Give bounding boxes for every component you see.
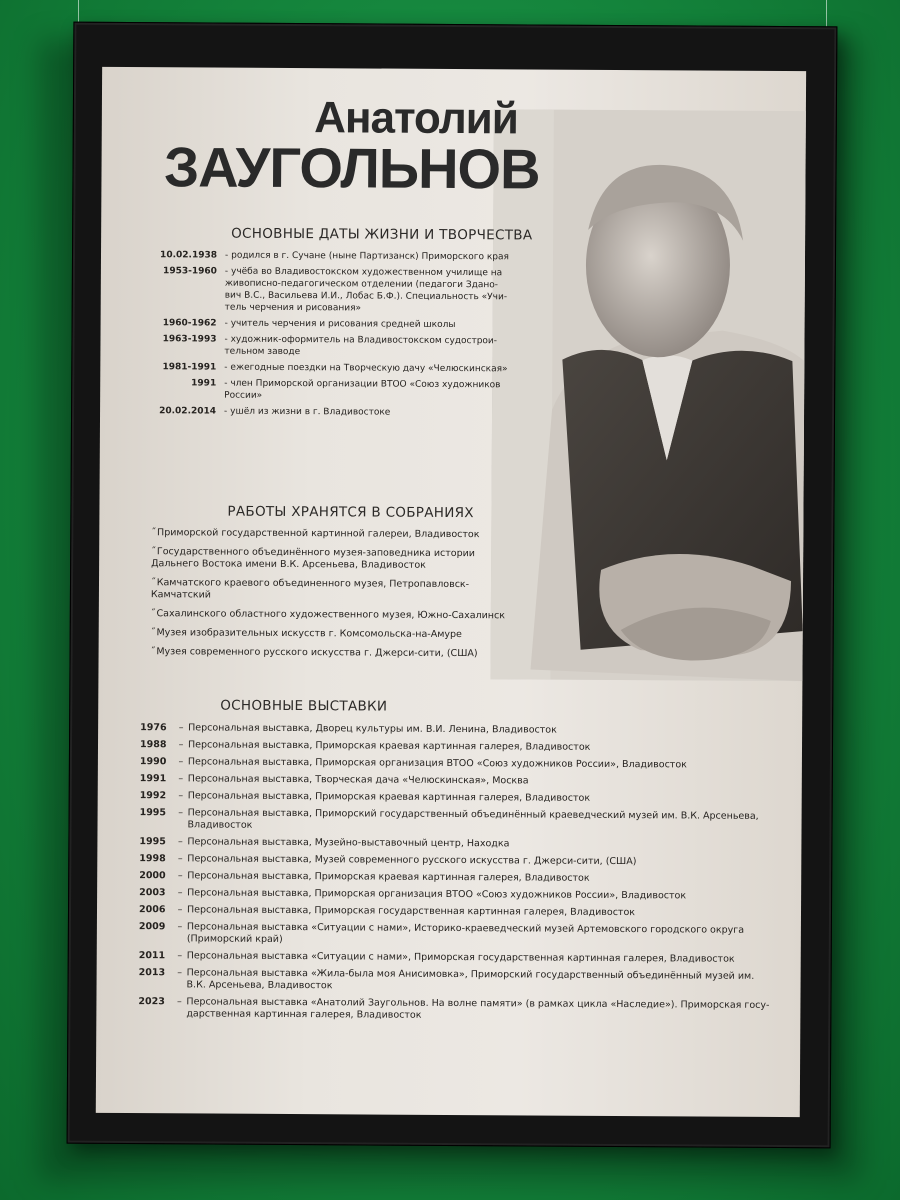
exhibition-dash: – <box>177 996 182 1008</box>
exhibition-dash: – <box>177 967 183 979</box>
date-row <box>140 361 512 375</box>
exhibition-year: 2000 <box>139 870 166 882</box>
exhibition-text: Персональная выставка, Дворец культуры им. В.И. Ленина, Владивосток <box>188 722 557 736</box>
exhibition-row <box>139 853 775 869</box>
collection-item: ˝ Камчатского краевого объединенного музея, Петропавловск-Камчатский <box>151 577 511 603</box>
exhibition-year: 2003 <box>139 887 166 899</box>
exhibition-text: Персональная выставка, Музейно-выставочный центр, Находка <box>187 836 510 850</box>
date-text: - художник-оформитель на Владивостокском судострои- тельном заводе <box>224 334 498 358</box>
date-value: 1953-1960 <box>163 266 217 277</box>
date-row <box>140 333 512 359</box>
exhibition-text: Персональная выставка «Жила-была моя Анисимовка», Приморский государственный объединённый музей им. В.К. Арсеньева, Владивосток <box>186 967 755 992</box>
collection-item: ˝ Музея современного русского искусства г. Джерси-сити, (США) <box>151 646 511 660</box>
exhibition-dash: – <box>177 853 183 865</box>
exhibitions-heading: ОСНОВНЫЕ ВЫСТАВКИ <box>220 697 388 715</box>
collection-item: ˝ Музея изобразительных искусств г. Комсомольска-на-Амуре <box>151 627 511 641</box>
dates-heading: ОСНОВНЫЕ ДАТЫ ЖИЗНИ И ТВОРЧЕСТВА <box>231 225 533 244</box>
exhibition-year: 1988 <box>139 739 167 751</box>
date-text: - учитель черчения и рисования средней школы <box>224 318 456 331</box>
exhibition-year: 1995 <box>139 836 166 848</box>
exhibition-year: 1992 <box>139 790 167 802</box>
exhibition-year: 1991 <box>139 773 167 785</box>
exhibition-row <box>139 870 775 886</box>
date-value: 1960-1962 <box>162 318 217 329</box>
exhibition-dash: – <box>178 756 184 768</box>
date-text: - родился в г. Сучане (ныне Партизанск) Приморского края <box>224 250 509 263</box>
exhibition-dash: – <box>177 921 183 933</box>
dates-list <box>140 249 513 423</box>
exhibition-row <box>139 887 775 903</box>
exhibition-text: Персональная выставка, Творческая дача «Челюскинская», Москва <box>187 773 529 787</box>
date-row <box>140 377 512 403</box>
exhibition-row <box>139 836 775 852</box>
exhibition-dash: – <box>178 790 184 802</box>
exhibition-dash: – <box>178 739 184 751</box>
poster <box>96 67 806 1117</box>
collections-list <box>151 527 512 667</box>
exhibition-year: 1995 <box>139 807 167 819</box>
exhibition-year: 2023 <box>138 996 165 1008</box>
exhibition-year: 1990 <box>139 756 167 768</box>
exhibition-text: Персональная выставка, Музей современного русского искусства г. Джерси-сити, (США) <box>187 853 637 868</box>
exhibition-row <box>140 739 776 755</box>
exhibition-text: Персональная выставка, Приморская организация ВТОО «Союз художников России», Владивосток <box>187 887 687 902</box>
date-row <box>141 317 513 331</box>
exhibition-text: Персональная выставка, Приморская краевая картинная галерея, Владивосток <box>187 790 591 804</box>
exhibition-year: 2013 <box>138 967 166 979</box>
exhibition-row <box>139 921 775 949</box>
exhibition-row <box>138 996 774 1024</box>
collections-heading: РАБОТЫ ХРАНЯТСЯ В СОБРАНИЯХ <box>227 503 474 522</box>
exhibition-text: Персональная выставка «Ситуации с нами», Историко-краеведческий музей Артемовского городского округа (Приморский край) <box>186 921 745 945</box>
exhibition-text: Персональная выставка, Приморская государственная картинная галерея, Владивосток <box>186 904 636 919</box>
date-text: - учёба во Владивостокском художественном училище на живописно-педагогическом отделении (педагоги Здано- вич В.С., Васильева И.И., Лобас Б.Ф.). Специальность «Учи- тель черчения и рисования» <box>224 266 508 314</box>
exhibition-text: Персональная выставка «Ситуации с нами», Приморская государственная картинная галерея, Владивосток <box>186 950 735 965</box>
date-value: 20.02.2014 <box>159 406 217 417</box>
collection-item: ˝ Государственного объединённого музея-заповедника истории Дальнего Востока имени В.К. Арсеньева, Владивосток <box>151 546 511 572</box>
artist-first-name: Анатолий <box>314 93 518 144</box>
exhibition-row <box>140 722 776 738</box>
date-row <box>140 405 512 419</box>
exhibition-dash: – <box>177 870 183 882</box>
exhibition-text: Персональная выставка, Приморская краевая картинная галерея, Владивосток <box>187 870 590 884</box>
date-value: 10.02.1938 <box>160 250 218 261</box>
exhibition-dash: – <box>178 722 184 734</box>
exhibition-year: 1998 <box>139 853 166 865</box>
date-text: - ежегодные поездки на Творческую дачу «Челюскинская» <box>224 362 508 375</box>
exhibition-row <box>139 904 775 920</box>
exhibition-row <box>139 967 775 995</box>
exhibition-row <box>140 790 776 806</box>
exhibition-year: 2011 <box>138 950 166 962</box>
exhibition-year: 2006 <box>138 904 166 916</box>
date-value: 1963-1993 <box>162 334 217 345</box>
exhibitions-list <box>138 722 776 1029</box>
exhibition-year: 2009 <box>138 921 166 933</box>
collection-item: ˝ Сахалинского областного художественного музея, Южно-Сахалинск <box>151 608 511 622</box>
exhibition-dash: – <box>178 773 184 785</box>
date-value: 1991 <box>191 378 217 389</box>
picture-frame <box>67 22 838 1149</box>
artist-name <box>159 93 540 201</box>
exhibition-text: Персональная выставка, Приморская организация ВТОО «Союз художников России», Владивосток <box>187 756 687 771</box>
exhibition-dash: – <box>177 950 183 962</box>
date-value: 1981-1991 <box>162 362 217 373</box>
exhibition-text: Персональная выставка, Приморская краевая картинная галерея, Владивосток <box>187 739 591 753</box>
exhibition-row <box>139 807 775 835</box>
exhibition-dash: – <box>178 836 183 848</box>
date-text: - ушёл из жизни в г. Владивостоке <box>224 406 391 418</box>
exhibition-row <box>140 756 776 772</box>
exhibition-row <box>140 773 776 789</box>
exhibition-dash: – <box>177 904 183 916</box>
exhibition-text: Персональная выставка «Анатолий Заугольнов. На волне памяти» (в рамках цикла «Наследие»). Приморская госу- дарственная картинная галерея, Владивосток <box>186 996 770 1021</box>
date-row <box>141 265 513 315</box>
artist-last-name: ЗАУГОЛЬНОВ <box>163 135 540 201</box>
exhibition-dash: – <box>178 807 184 819</box>
exhibition-text: Персональная выставка, Приморский государственный объединённый краеведческий музей им. В.К. Арсеньева, Владивосток <box>187 807 759 831</box>
exhibition-year: 1976 <box>140 722 167 734</box>
date-row <box>141 249 513 263</box>
exhibition-dash: – <box>177 887 183 899</box>
collection-item: ˝ Приморской государственной картинной галереи, Владивосток <box>151 527 511 541</box>
exhibition-row <box>139 950 775 966</box>
date-text: - член Приморской организации ВТОО «Союз художников России» <box>224 378 501 401</box>
